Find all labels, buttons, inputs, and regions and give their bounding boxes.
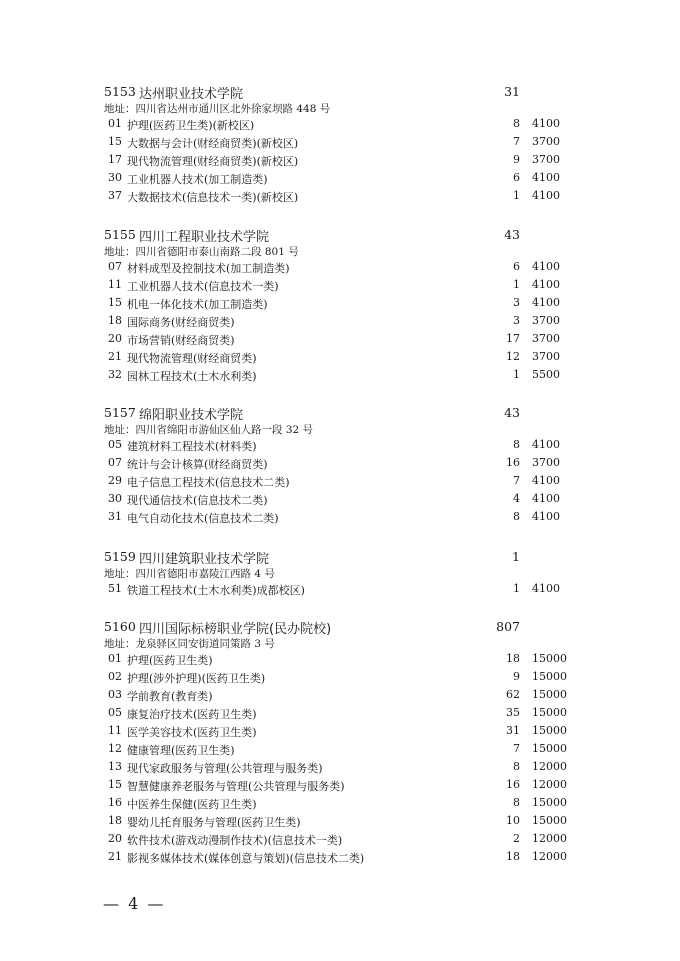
major-number: 21: [108, 850, 122, 863]
major-row: [0, 314, 680, 332]
major-row: [0, 778, 680, 796]
school-code: 5159: [104, 549, 136, 564]
major-number: 18: [108, 814, 122, 827]
major-name: 智慧健康养老服务与管理(公共管理与服务类): [127, 780, 345, 793]
school-name: 四川国际标榜职业学院(民办院校): [139, 622, 332, 637]
major-row: [0, 814, 680, 832]
major-count: 8: [513, 438, 520, 451]
major-fee: 12000: [532, 778, 567, 791]
major-fee: 4100: [532, 171, 560, 184]
major-name: 康复治疗技术(医药卫生类): [127, 708, 257, 721]
address-text: 四川省德阳市泰山南路二段 801 号: [135, 246, 299, 258]
major-name: 电子信息工程技术(信息技术二类): [127, 476, 290, 489]
address-text: 四川省达州市通川区北外徐家坝路 448 号: [135, 103, 331, 115]
major-row: [0, 350, 680, 368]
major-number: 32: [108, 368, 122, 381]
school-header: [0, 616, 680, 636]
major-row: [0, 492, 680, 510]
major-fee: 12000: [532, 850, 567, 863]
major-row: [0, 688, 680, 706]
major-name: 现代物流管理(财经商贸类): [127, 352, 257, 365]
major-number: 03: [108, 688, 122, 701]
major-row: [0, 456, 680, 474]
major-row: [0, 832, 680, 850]
major-row: [0, 850, 680, 868]
school-address: [104, 244, 299, 259]
major-name: 学前教育(教育类): [127, 690, 213, 703]
major-number: 15: [108, 778, 122, 791]
major-name: 大数据技术(信息技术一类)(新校区): [127, 191, 299, 204]
school-name: 四川工程职业技术学院: [139, 230, 270, 245]
school-code: 5155: [104, 227, 136, 242]
major-count: 8: [513, 510, 520, 523]
school-address: [104, 566, 275, 581]
major-number: 37: [108, 189, 122, 202]
address-label: 地址：: [104, 246, 136, 258]
major-fee: 5500: [532, 368, 560, 381]
school-header: [0, 224, 680, 244]
major-count: 62: [506, 688, 520, 701]
school-total: 43: [504, 227, 520, 242]
major-count: 2: [513, 832, 520, 845]
major-count: 16: [506, 778, 520, 791]
major-number: 11: [108, 724, 122, 737]
major-count: 17: [506, 332, 520, 345]
major-fee: 15000: [532, 724, 567, 737]
school-header: [0, 402, 680, 422]
major-name: 中医养生保健(医药卫生类): [127, 798, 257, 811]
major-fee: 3700: [532, 456, 560, 469]
major-count: 18: [506, 652, 520, 665]
major-number: 18: [108, 314, 122, 327]
major-row: [0, 706, 680, 724]
major-row: [0, 117, 680, 135]
major-row: [0, 760, 680, 778]
major-row: [0, 278, 680, 296]
major-count: 7: [513, 474, 520, 487]
major-row: [0, 670, 680, 688]
major-row: [0, 189, 680, 207]
major-name: 电气自动化技术(信息技术二类): [127, 512, 279, 525]
school-header: [0, 546, 680, 566]
major-fee: 4100: [532, 582, 560, 595]
school-name: 达州职业技术学院: [139, 87, 244, 102]
major-count: 3: [513, 314, 520, 327]
major-number: 20: [108, 332, 122, 345]
major-name: 健康管理(医药卫生类): [127, 744, 235, 757]
major-number: 01: [108, 652, 122, 665]
major-name: 国际商务(财经商贸类): [127, 316, 235, 329]
major-count: 7: [513, 742, 520, 755]
major-row: [0, 296, 680, 314]
school-address: [104, 422, 313, 437]
major-row: [0, 724, 680, 742]
major-number: 15: [108, 135, 122, 148]
major-name: 现代物流管理(财经商贸类)(新校区): [127, 155, 299, 168]
major-fee: 15000: [532, 796, 567, 809]
major-count: 8: [513, 117, 520, 130]
school-code: 5160: [104, 619, 136, 634]
major-count: 4: [513, 492, 520, 505]
major-count: 31: [506, 724, 520, 737]
address-label: 地址：: [104, 424, 136, 436]
school-total: 43: [504, 405, 520, 420]
major-name: 铁道工程技术(土木水利类)成都校区): [127, 584, 305, 597]
major-row: [0, 171, 680, 189]
major-fee: 12000: [532, 832, 567, 845]
major-fee: 3700: [532, 135, 560, 148]
major-count: 1: [513, 278, 520, 291]
major-name: 材料成型及控制技术(加工制造类): [127, 262, 290, 275]
major-name: 护理(医药卫生类): [127, 654, 213, 667]
major-row: [0, 153, 680, 171]
major-count: 1: [513, 189, 520, 202]
school-total: 1: [512, 549, 520, 564]
address-text: 四川省德阳市嘉陵江西路 4 号: [135, 568, 275, 580]
major-number: 29: [108, 474, 122, 487]
major-count: 8: [513, 796, 520, 809]
major-row: [0, 510, 680, 528]
major-fee: 12000: [532, 760, 567, 773]
major-count: 9: [513, 670, 520, 683]
major-row: [0, 796, 680, 814]
major-name: 医学美容技术(医药卫生类): [127, 726, 257, 739]
major-name: 现代通信技术(信息技术二类): [127, 494, 268, 507]
major-row: [0, 135, 680, 153]
major-name: 工业机器人技术(信息技术一类): [127, 280, 279, 293]
major-fee: 15000: [532, 742, 567, 755]
major-row: [0, 332, 680, 350]
major-name: 建筑材料工程技术(材料类): [127, 440, 257, 453]
address-text: 四川省绵阳市游仙区仙人路一段 32 号: [135, 424, 314, 436]
school-address: [104, 101, 330, 116]
major-number: 21: [108, 350, 122, 363]
major-number: 01: [108, 117, 122, 130]
major-name: 影视多媒体技术(媒体创意与策划)(信息技术二类): [127, 852, 365, 865]
major-count: 6: [513, 260, 520, 273]
major-number: 05: [108, 438, 122, 451]
major-count: 1: [513, 582, 520, 595]
major-fee: 4100: [532, 260, 560, 273]
major-row: [0, 582, 680, 600]
major-name: 工业机器人技术(加工制造类): [127, 173, 268, 186]
major-count: 9: [513, 153, 520, 166]
major-fee: 3700: [532, 314, 560, 327]
major-count: 18: [506, 850, 520, 863]
major-fee: 4100: [532, 492, 560, 505]
major-name: 护理(涉外护理)(医药卫生类): [127, 672, 266, 685]
major-fee: 15000: [532, 706, 567, 719]
major-number: 30: [108, 171, 122, 184]
major-number: 51: [108, 582, 122, 595]
address-label: 地址：: [104, 568, 136, 580]
major-row: [0, 742, 680, 760]
major-fee: 4100: [532, 474, 560, 487]
major-name: 大数据与会计(财经商贸类)(新校区): [127, 137, 299, 150]
major-name: 软件技术(游戏动漫制作技术)(信息技术一类): [127, 834, 343, 847]
major-fee: 3700: [532, 350, 560, 363]
major-fee: 4100: [532, 117, 560, 130]
major-name: 现代家政服务与管理(公共管理与服务类): [127, 762, 323, 775]
major-number: 31: [108, 510, 122, 523]
major-count: 35: [506, 706, 520, 719]
major-row: [0, 368, 680, 386]
school-total: 31: [504, 84, 520, 99]
address-label: 地址：: [104, 103, 136, 115]
address-label: 地址：: [104, 638, 136, 650]
school-code: 5153: [104, 84, 136, 99]
school-code: 5157: [104, 405, 136, 420]
major-name: 护理(医药卫生类)(新校区): [127, 119, 255, 132]
major-fee: 3700: [532, 332, 560, 345]
major-count: 1: [513, 368, 520, 381]
major-fee: 4100: [532, 510, 560, 523]
major-fee: 4100: [532, 189, 560, 202]
major-number: 07: [108, 456, 122, 469]
address-text: 龙泉驿区同安街道同策路 3 号: [135, 638, 275, 650]
major-number: 17: [108, 153, 122, 166]
major-number: 07: [108, 260, 122, 273]
major-name: 统计与会计核算(财经商贸类): [127, 458, 268, 471]
major-name: 婴幼儿托育服务与管理(医药卫生类): [127, 816, 301, 829]
major-count: 7: [513, 135, 520, 148]
major-count: 12: [506, 350, 520, 363]
major-fee: 15000: [532, 688, 567, 701]
school-name: 四川建筑职业技术学院: [139, 552, 270, 567]
major-number: 12: [108, 742, 122, 755]
major-row: [0, 474, 680, 492]
major-count: 10: [506, 814, 520, 827]
major-count: 6: [513, 171, 520, 184]
major-name: 市场营销(财经商贸类): [127, 334, 235, 347]
school-header: [0, 81, 680, 101]
major-fee: 3700: [532, 153, 560, 166]
school-address: [104, 636, 275, 651]
major-number: 20: [108, 832, 122, 845]
page-number: — 4 —: [103, 894, 166, 913]
major-fee: 15000: [532, 814, 567, 827]
major-name: 机电一体化技术(加工制造类): [127, 298, 268, 311]
major-name: 园林工程技术(土木水利类): [127, 370, 257, 383]
major-fee: 15000: [532, 652, 567, 665]
major-number: 16: [108, 796, 122, 809]
major-fee: 15000: [532, 670, 567, 683]
major-number: 30: [108, 492, 122, 505]
major-fee: 4100: [532, 438, 560, 451]
major-row: [0, 438, 680, 456]
major-fee: 4100: [532, 278, 560, 291]
major-row: [0, 652, 680, 670]
major-number: 05: [108, 706, 122, 719]
major-row: [0, 260, 680, 278]
major-number: 11: [108, 278, 122, 291]
school-total: 807: [496, 619, 520, 634]
school-name: 绵阳职业技术学院: [139, 408, 244, 423]
major-number: 13: [108, 760, 122, 773]
major-number: 15: [108, 296, 122, 309]
major-count: 3: [513, 296, 520, 309]
major-fee: 4100: [532, 296, 560, 309]
major-count: 16: [506, 456, 520, 469]
major-number: 02: [108, 670, 122, 683]
major-count: 8: [513, 760, 520, 773]
